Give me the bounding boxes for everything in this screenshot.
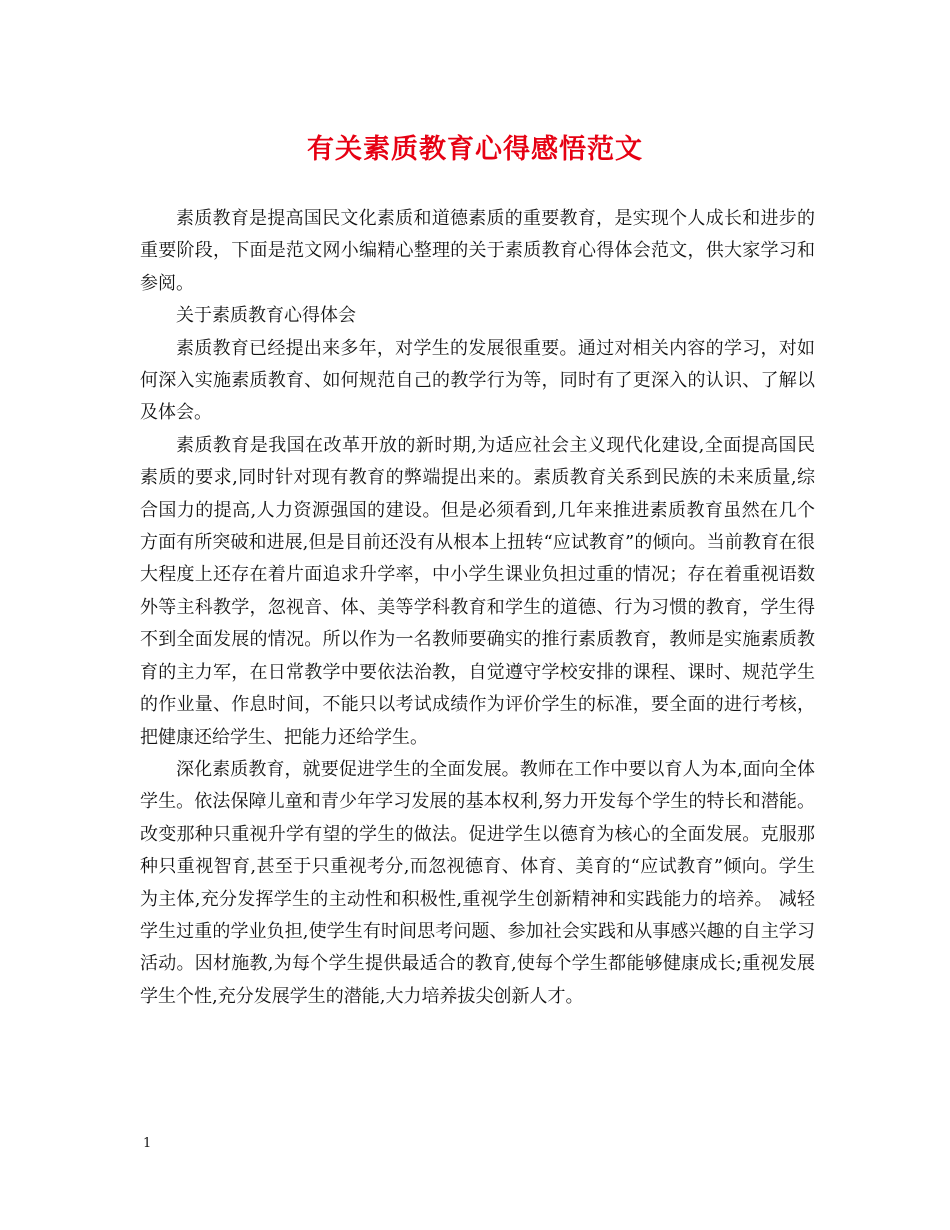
document-body xyxy=(140,203,815,1013)
paragraph-intro: 素质教育是提高国民文化素质和道德素质的重要教育，是实现个人成长和进步的重要阶段，下面是范文网小编精心整理的关于素质教育心得体会范文，供大家学习和参阅。 xyxy=(140,208,815,294)
paragraph-heading: 关于素质教育心得体会 xyxy=(176,305,356,327)
document-title: 有关素质教育心得感悟范文 xyxy=(307,134,643,165)
paragraph-body-3: 深化素质教育，就要促进学生的全面发展。教师在工作中要以育人为本,面向全体学生。依法保障儿童和青少年学习发展的基本权利,努力开发每个学生的特长和潜能。改变那种只重视升学有望的学生的做法。促进学生以德育为核心的全面发展。克服那种只重视智育,甚至于只重视考分,而忽视德育、体育、美育的“应试教育”倾向。学生为主体,充分发挥学生的主动性和积极性,重视学生创新精神和实践能力的培养。 减轻学生过重的学业负担,使学生有时间思考问题、参加社会实践和从事感兴趣的自主学习活动。因材施教,为每个学生提供最适合的教育,使每个学生都能够健康成长;重视发展学生个性,充分发展学生的潜能,大力培养拔尖创新人才。 xyxy=(140,758,815,1007)
page-number: 1 xyxy=(143,1136,152,1151)
paragraph-body-2: 素质教育是我国在改革开放的新时期,为适应社会主义现代化建设,全面提高国民素质的要求,同时针对现有教育的弊端提出来的。素质教育关系到民族的未来质量,综合国力的提高,人力资源强国的建设。但是必须看到,几年来推进素质教育虽然在几个方面有所突破和进展,但是目前还没有从根本上扭转“应试教育”的倾向。当前教育在很大程度上还存在着片面追求升学率，中小学生课业负担过重的情况；存在着重视语数外等主科教学，忽视音、体、美等学科教育和学生的道德、行为习惯的教育，学生得不到全面发展的情况。所以作为一名教师要确实的推行素质教育，教师是实施素质教育的主力军，在日常教学中要依法治教，自觉遵守学校安排的课程、课时、规范学生的作业量、作息时间，不能只以考试成绩作为评价学生的标准，要全面的进行考核，把健康还给学生、把能力还给学生。 xyxy=(140,434,815,748)
paragraph-body-1: 素质教育已经提出来多年，对学生的发展很重要。通过对相关内容的学习，对如何深入实施素质教育、如何规范自己的教学行为等，同时有了更深入的认识、了解以及体会。 xyxy=(140,337,815,424)
